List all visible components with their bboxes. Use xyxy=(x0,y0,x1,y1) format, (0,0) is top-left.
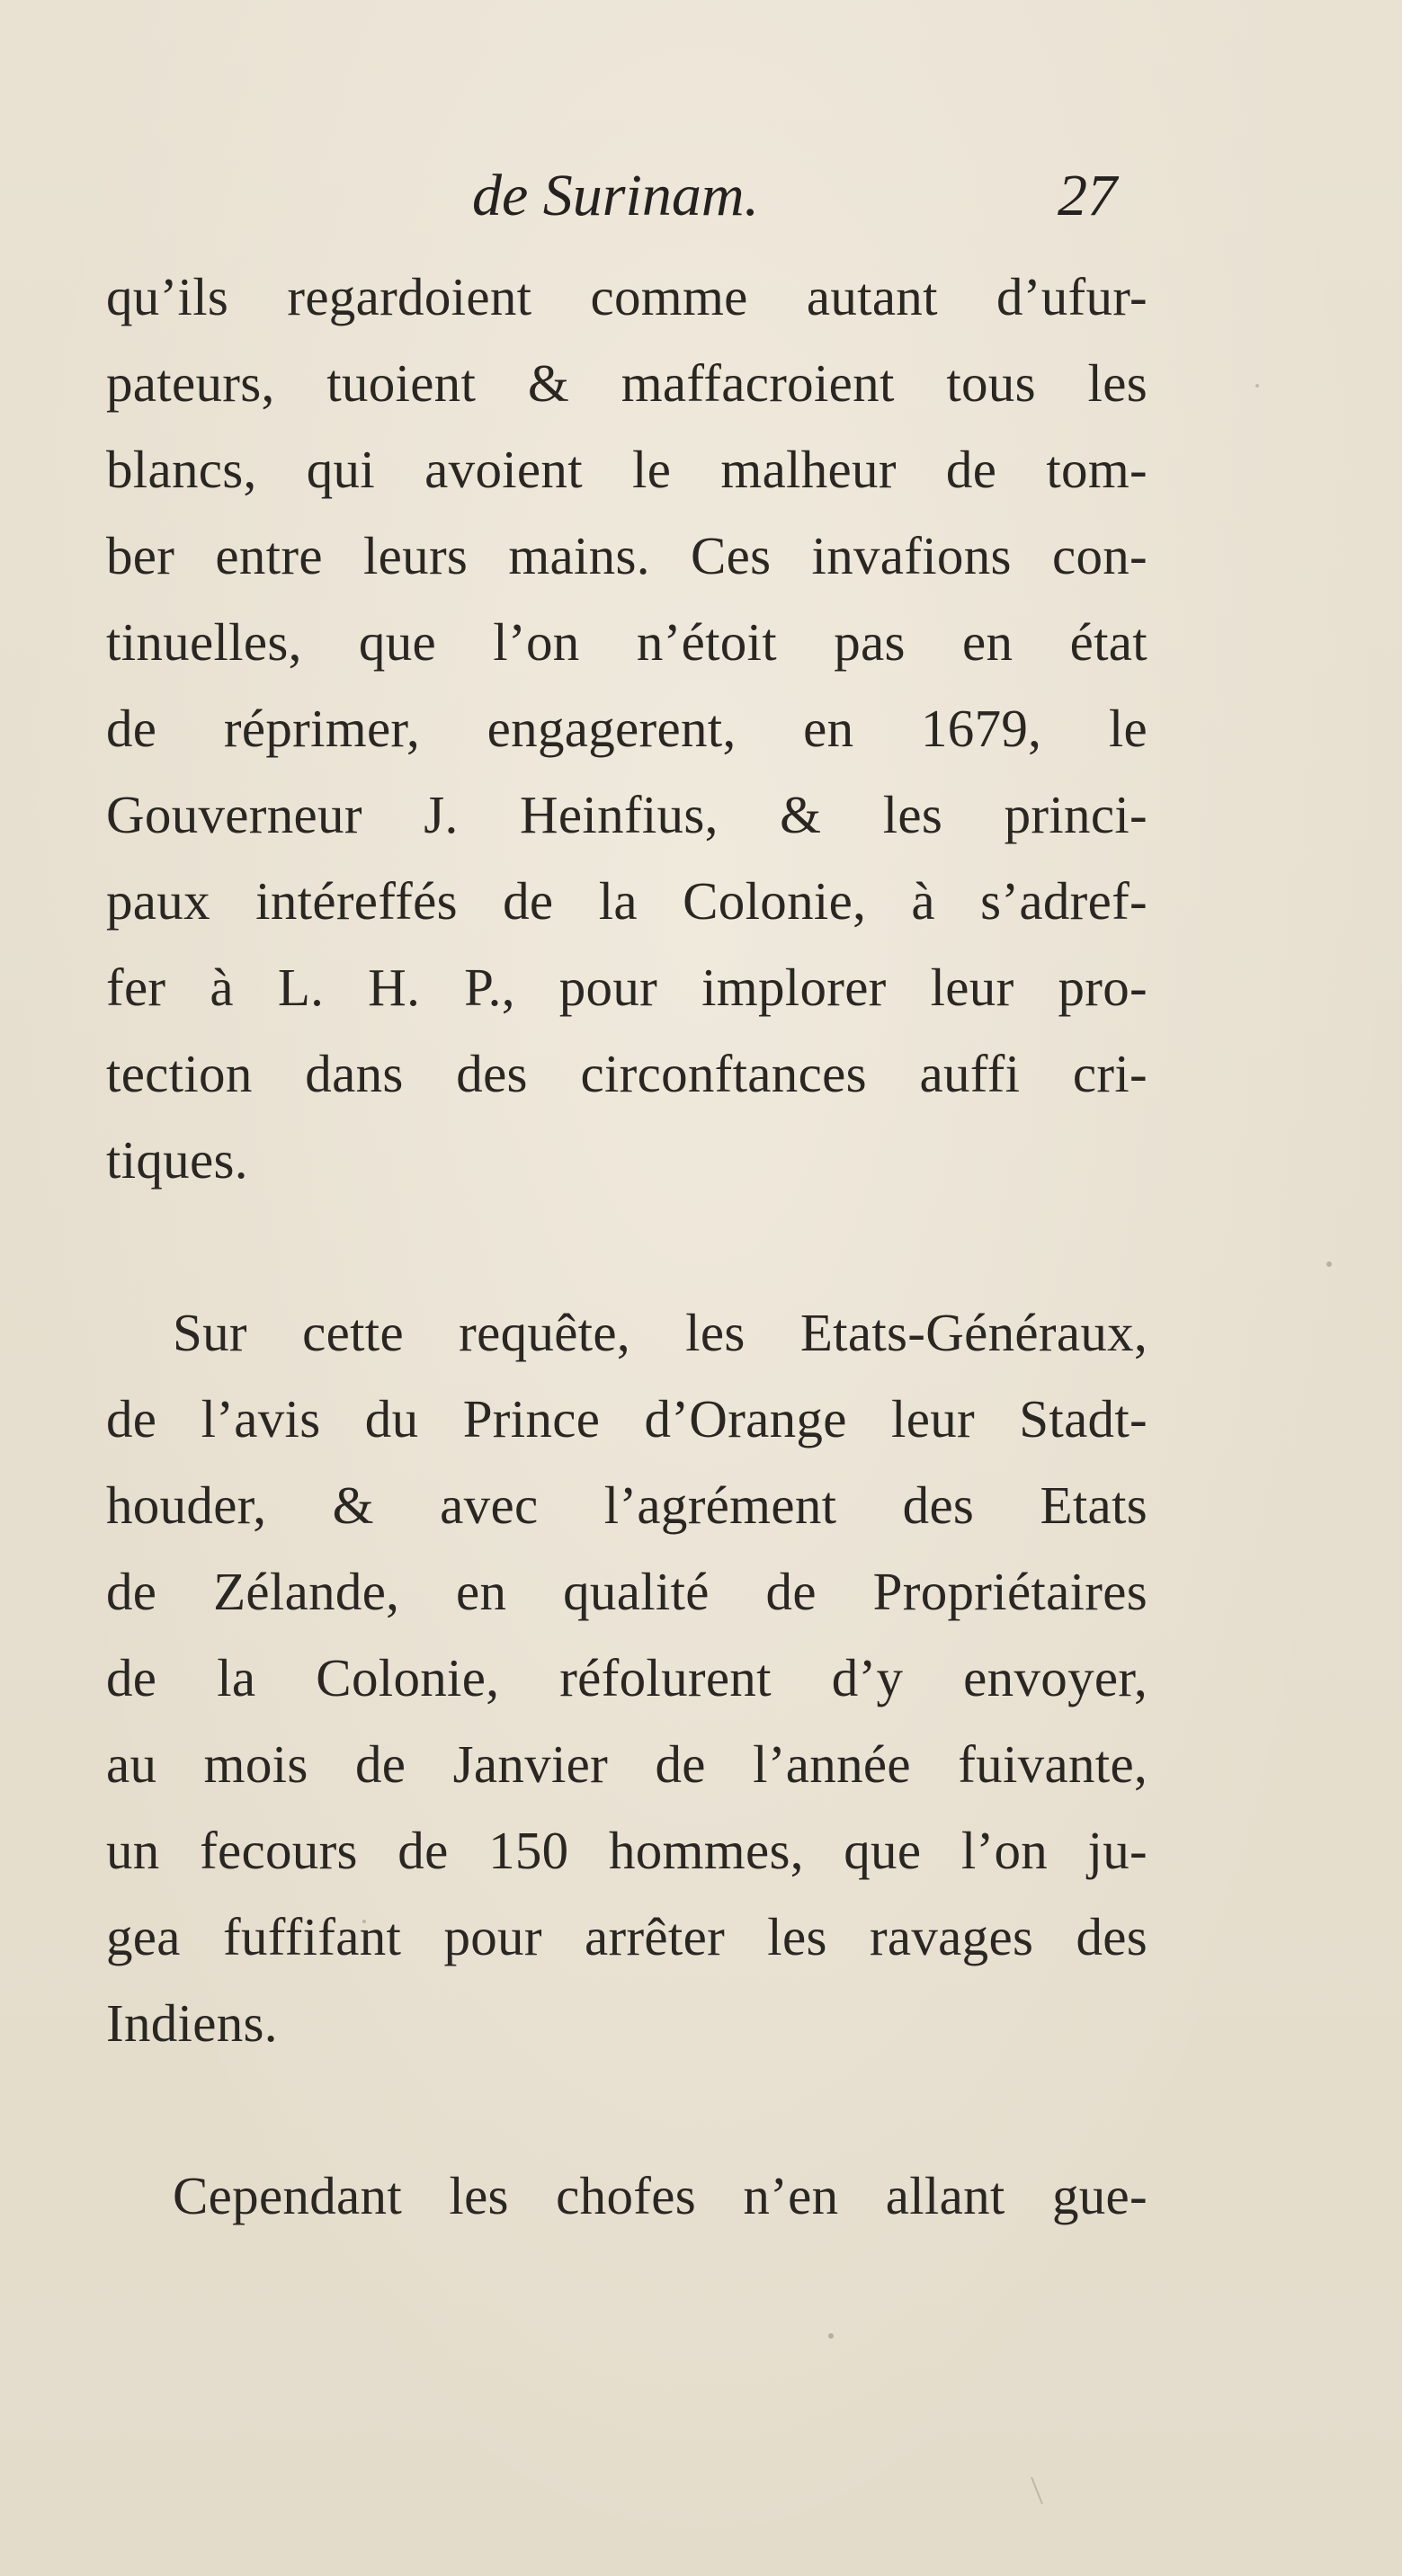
paragraph-2 xyxy=(106,1289,1147,2066)
text-line: pateurs, tuoient & maffacroient tous les xyxy=(106,353,1147,413)
text-line: qu’ils regardoient comme autant d’ufur- xyxy=(106,267,1147,326)
text-line: Gouverneur J. Heinfius, & les princi- xyxy=(106,785,1147,844)
text-line: gea fuffifant pour arrêter les ravages des xyxy=(106,1907,1147,1966)
text-line: de l’avis du Prince d’Orange leur Stadt- xyxy=(106,1389,1147,1448)
paragraph-3 xyxy=(106,2153,1147,2239)
text-line: blancs, qui avoient le malheur de tom- xyxy=(106,440,1147,499)
body-text xyxy=(106,254,1147,2239)
text-line: tinuelles, que l’on n’étoit pas en état xyxy=(106,612,1147,672)
text-line: de la Colonie, réfolurent d’y envoyer, xyxy=(106,1648,1147,1707)
page-number: 27 xyxy=(1058,163,1117,228)
text-line: fer à L. H. P., pour implorer leur pro- xyxy=(106,958,1147,1017)
paragraph-1 xyxy=(106,254,1147,1203)
text-line: au mois de Janvier de l’année fuivante, xyxy=(106,1734,1147,1794)
text-line: de réprimer, engagerent, en 1679, le xyxy=(106,699,1147,758)
text-line: Sur cette requête, les Etats-Généraux, xyxy=(173,1303,1147,1362)
text-line: Cependant les chofes n’en allant gue- xyxy=(173,2166,1147,2225)
text-line: tection dans des circonftances auffi cri- xyxy=(106,1044,1147,1103)
text-line: Indiens. xyxy=(106,1993,278,2053)
running-title: de Surinam. xyxy=(472,163,759,228)
text-line: tiques. xyxy=(106,1130,248,1190)
paragraph-gap xyxy=(106,1203,1147,1289)
text-line: paux intéreffés de la Colonie, à s’adref- xyxy=(106,871,1147,931)
text-line: un fecours de 150 hommes, que l’on ju- xyxy=(106,1821,1147,1880)
text-line: ber entre leurs mains. Ces invafions con- xyxy=(106,526,1147,585)
running-head xyxy=(0,160,1402,232)
text-line: houder, & avec l’agrément des Etats xyxy=(106,1475,1147,1535)
text-line: de Zélande, en qualité de Propriétaires xyxy=(106,1562,1147,1621)
paragraph-gap xyxy=(106,2066,1147,2153)
